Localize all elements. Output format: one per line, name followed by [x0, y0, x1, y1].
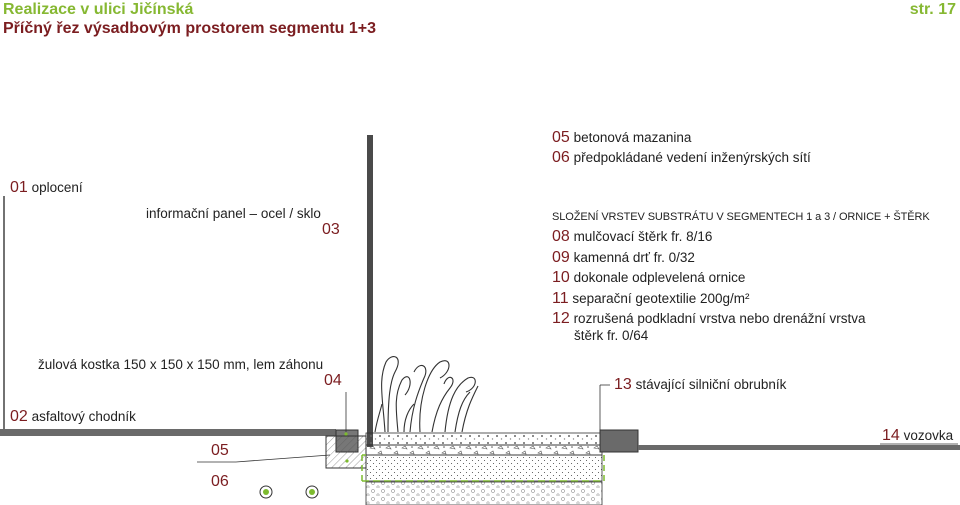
page-number: str. 17 [909, 1, 956, 18]
label-concrete-number: 05 [211, 442, 229, 459]
label-info-panel: informační panel – ocel / sklo [146, 206, 321, 221]
layer-item-topsoil: 10 dokonale odplevelená ornice [552, 269, 746, 286]
concrete-bedding [326, 436, 366, 468]
info-panel [367, 135, 373, 447]
asphalt-sidewalk [0, 429, 336, 436]
page-subtitle: Příčný řez výsadbovým prostorem segmentu 1+3 [3, 20, 377, 37]
layer-item-drainage: 12 rozrušená podkladní vrstva nebo drenážní vrstva [552, 310, 866, 327]
layer-item-drainage-fraction: štěrk fr. 0/64 [574, 328, 649, 343]
layer-item-mulch: 08 mulčovací štěrk fr. 8/16 [552, 228, 713, 245]
topsoil-layer [366, 455, 602, 481]
road-curb [600, 430, 638, 452]
label-utilities-number: 06 [211, 473, 229, 490]
legend-item-utilities: 06 předpokládané vedení inženýrských sítí [552, 149, 811, 166]
layers-caption: SLOŽENÍ VRSTEV SUBSTRÁTU V SEGMENTECH 1 a 3 / ORNICE + ŠTĚRK [552, 211, 930, 223]
road-surface [638, 445, 960, 450]
layer-item-geotextile: 11 separační geotextilie 200g/m² [552, 290, 750, 307]
label-granite-setts-number: 04 [324, 372, 342, 389]
crushed-stone-layer [366, 445, 602, 455]
label-asphalt: 02 asfaltový chodník [10, 408, 136, 425]
label-granite-setts: žulová kostka 150 x 150 x 150 mm, lem záhonu [38, 357, 324, 372]
layer-item-crushed-stone: 09 kamenná drť fr. 0/32 [552, 249, 695, 266]
drainage-layer [366, 482, 602, 505]
legend-item-concrete: 05 betonová mazanina [552, 129, 692, 146]
label-road-curb: 13 stávající silniční obrubník [614, 376, 787, 393]
page-title: Realizace v ulici Jičínská [3, 1, 194, 18]
label-road: 14 vozovka [882, 427, 954, 444]
label-fence: 01 oplocení [10, 179, 83, 196]
label-info-panel-number: 03 [322, 221, 340, 238]
perennial-plants [375, 357, 478, 432]
mulch-gravel-layer [366, 433, 602, 445]
